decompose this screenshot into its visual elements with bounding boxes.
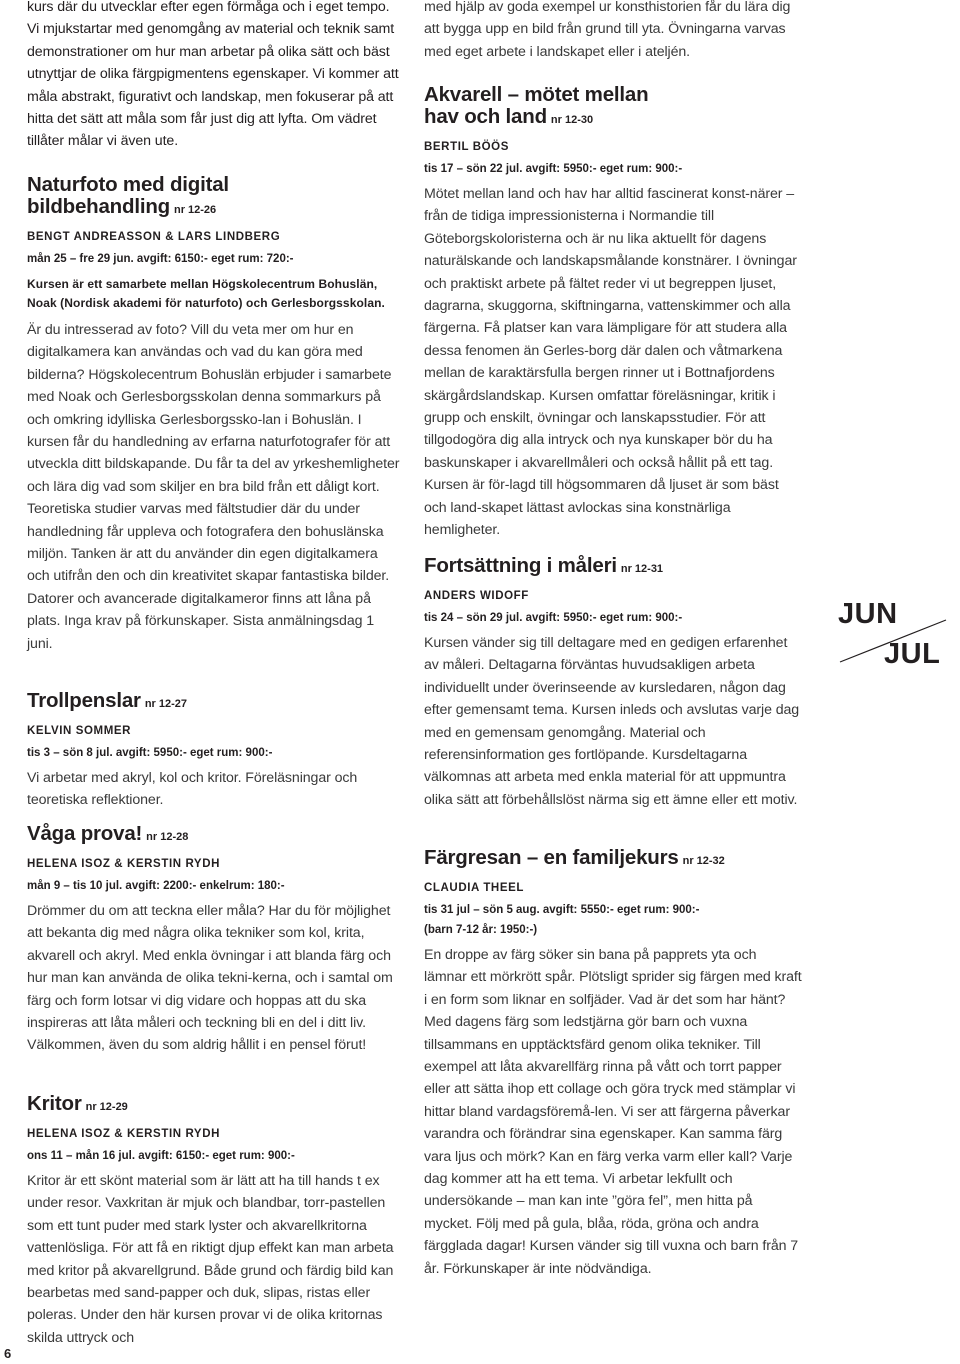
course-teacher: CLAUDIA THEEL: [424, 882, 525, 894]
course-number: nr 12-28: [146, 831, 189, 843]
course-number: nr 12-32: [682, 855, 725, 867]
course-title: [27, 1093, 402, 1118]
course-note: Kursen är ett samarbete mellan Högskolecentrum Bohuslän, Noak (Nordisk akademi för naturfoto) och Gerlesborgsskolan.: [27, 277, 385, 310]
course-kritor: [27, 1093, 402, 1349]
month-marker: [838, 598, 948, 678]
course-dates: tis 3 – sön 8 jul. avgift: 5950:- eget rum: 900:-: [27, 747, 273, 759]
course-text: Är du intresserad av foto? Vill du veta mer om hur en digitalkamera kan användas och vad du kan göra med bilderna? Högskolecentrum Bohuslän erbjuder i samarbete med Noak och Gerlesborgsskolan denna sommarkurs på och omkring idylliska Gerlesborgssko-lan i Bohuslän. I kursen får du handledning av erfarna naturfotografer för att utveckla ditt bildskapande. Du får ta del av yrkeshemligheter och lära dig vad som skiljer en bra bild från ett dåligt kort. Teoretiska studier varvas med fältstudier där du under handledning får uppleva och fotografera den bohuslänska miljön. Tanken är att du använder din egen digitalkamera och utifrån den och din kreativitet skapar fantastiska bilder. Datorer och avancerade digitalkameror finns att låna på plats. Inga krav på förkunskaper. Sista anmälningsdag 1 juni.: [27, 322, 400, 652]
course-teacher: HELENA ISOZ & KERSTIN RYDH: [27, 1128, 221, 1140]
course-teacher: KELVIN SOMMER: [27, 725, 132, 737]
course-fargresan: [424, 847, 802, 1280]
course-dates: mån 25 – fre 29 jun. avgift: 6150:- eget rum: 720:-: [27, 253, 294, 265]
course-title-line1: Naturfoto med digital: [27, 173, 229, 196]
course-title: [424, 847, 802, 872]
course-dates: tis 17 – sön 22 jul. avgift: 5950:- eget rum: 900:-: [424, 163, 683, 175]
course-title-text: Kritor: [27, 1092, 82, 1115]
course-text-continued: med hjälp av goda exempel ur konsthistorien får du lära dig att bygga upp en bild från grund till yta. Övningarna varvas med eget arbete i landskapet eller i ateljén.: [424, 0, 791, 60]
course-trollpenslar: [27, 690, 402, 812]
course-vaga-prova: [27, 823, 402, 1057]
course-naturfoto: [27, 174, 402, 655]
intro-text: kurs där du utvecklar efter egen förmåga och i eget tempo. Vi mjukstartar med genomgång av material och teknik samt demonstrationer om hur man arbetar på olika sätt och bäst utnyttjar de olika färgpigmentens egenskaper. Vi kommer att måla abstrakt, figurativt och landskap, men fokuserar på att hitta det sätt att måla som får just dig att lyfta. Om vädret tillåter målar vi även ute.: [27, 0, 399, 150]
course-text: Kritor är ett skönt material som är lätt att ha till hands t ex under resor. Vaxkritan är mjuk och blandbar, torr-pastellen som ett tunt puder med stark lyster och akvarellkritorna vattenlösliga. För att få en riktigt djup effekt kan man arbeta med kritor på akvarellgrund. Både grund och färdig bild kan bearbetas med sand-papper och duk, slipas, ristas eller poleras. Under den här kursen provar vi de olika kritornas skilda uttryck och: [27, 1173, 394, 1346]
course-text: Vi arbetar med akryl, kol och kritor. Föreläsningar och teoretiska reflektioner.: [27, 770, 358, 809]
course-text: Drömmer du om att teckna eller måla? Har du för möjlighet att bekanta dig med några olika tekniker som kol, krita, akvarell och akryl. Med enkla övningar i att blanda färg och hur man kan använda de olika tekni-kerna, och i samtal om färg och form lotsar vi dig vidare och hoppas att du ska inspireras att låta måleri och teckning bli en del i ditt liv. Välkommen, även du som aldrig hållit i en pensel förut!: [27, 903, 393, 1054]
course-title: [27, 690, 402, 715]
kritor-continued: [424, 0, 802, 63]
month-jul: JUL: [884, 638, 941, 670]
course-dates: ons 11 – mån 16 jul. avgift: 6150:- eget rum: 900:-: [27, 1150, 295, 1162]
course-teacher: BENGT ANDREASSON & LARS LINDBERG: [27, 231, 281, 243]
course-text: En droppe av färg söker sin bana på papprets yta och lämnar ett mörkrött spår. Plötsligt sprider sig färgen med kraft i en form som liknar en solfjäder. Vad är det som har hänt? Med dagens färg som ledstjärna gör barn och vuxna tillsammans en upptäcktsfärd genom olika tekniker. Till exempel att låta akvarellfärg rinna på vått och torrt papper eller att sätta ihop ett collage och göra tryck med stämplar vi hittar bland vardagsföremå-len. Vi ser att färgerna påverkar varandra och förändrar sina egenskaper. Kan samma färg vara ljus och mörk? Kan en färg verka varm eller kall? Varje dag kommer att ha ett tema. Vi arbetar lekfullt och undersökande – man kan inte ”göra fel”, men hitta på mycket. Följ med på gula, blåa, röda, gröna och andra färgglada dagar! Kursen vänder sig till vuxna och barn från 7 år. Förkunskaper är inte nödvändiga.: [424, 947, 802, 1277]
course-dates: mån 9 – tis 10 jul. avgift: 2200:- enkelrum: 180:-: [27, 880, 285, 892]
course-title: [27, 823, 402, 848]
course-title-text: Färgresan – en familjekurs: [424, 846, 679, 869]
intro-section: [27, 0, 402, 153]
course-number: nr 12-27: [144, 698, 188, 710]
course-text: Kursen vänder sig till deltagare med en gedigen erfarenhet av måleri. Deltagarna förväntas huvudsakligen arbeta individuellt under överinseende av kursledaren, någon dag efter gemensamt tema. Kursen inleds och avslutas varje dag med en gemensam genomgång. Material och referensinformation ges fortlöpande. Kursdeltagarna välkomnas att arbeta med enkla material för att uppmuntra olika sätt att förbehållslöst närma sig ett ämne eller ett motiv.: [424, 635, 800, 808]
course-title-line2: hav och land: [424, 105, 547, 128]
course-note: (barn 7-12 år: 1950:-): [424, 924, 538, 936]
course-number: nr 12-26: [173, 204, 217, 216]
course-number: nr 12-30: [550, 114, 594, 126]
course-title-text: Trollpenslar: [27, 689, 141, 712]
course-number: nr 12-29: [85, 1101, 128, 1113]
course-number: nr 12-31: [620, 563, 664, 575]
page-number: 6: [4, 1346, 12, 1361]
course-title: [424, 555, 802, 580]
course-title: [424, 84, 802, 131]
course-teacher: BERTIL BÖÖS: [424, 141, 509, 153]
course-title-line2: bildbehandling: [27, 195, 170, 218]
course-title-text: Fortsättning i måleri: [424, 554, 617, 577]
course-teacher: HELENA ISOZ & KERSTIN RYDH: [27, 858, 221, 870]
course-text: Mötet mellan land och hav har alltid fascinerat konst-närer – från de tidiga impressionisterna i Normandie till Göteborgskoloristerna och är nu lika aktuellt för dagens naturälskande och landskapsmålande konstnärer. I övningar och praktiskt arbete på fältet reder vi ut begreppen ljuset, dagrarna, skuggorna, skiftningarna, vattenskimmer och alla färgerna. Få platser kan vara lämpligare för att studera alla dessa fenomen än Gerles-borg där dalen och våtmarkena mellan de karaktärsfulla bergen rinner ut i Bottnafjordens skärgårdslandskap. Kursen omfattar föreläsningar, kritik i grupp och enskilt, övningar och lanskapsstudier. För att tillgodogöra dig alla intryck och nya kunskaper bör du ha baskunskaper i akvarellmåleri och också hållit på ett tag. Kursen är för-lagd till högsommaren då ljuset är som bäst och land-skapet lättast avlockas sina konstnärliga hemligheter.: [424, 186, 797, 539]
course-fortsattning: [424, 555, 802, 811]
course-akvarell: [424, 84, 802, 542]
month-jun: JUN: [838, 598, 898, 630]
course-teacher: ANDERS WIDOFF: [424, 590, 529, 602]
course-title-text: Våga prova!: [27, 822, 143, 845]
course-title-line1: Akvarell – mötet mellan: [424, 83, 649, 106]
course-dates: tis 24 – sön 29 jul. avgift: 5950:- eget rum: 900:-: [424, 612, 683, 624]
course-title: [27, 174, 402, 221]
course-dates: tis 31 jul – sön 5 aug. avgift: 5550:- eget rum: 900:-: [424, 904, 700, 916]
